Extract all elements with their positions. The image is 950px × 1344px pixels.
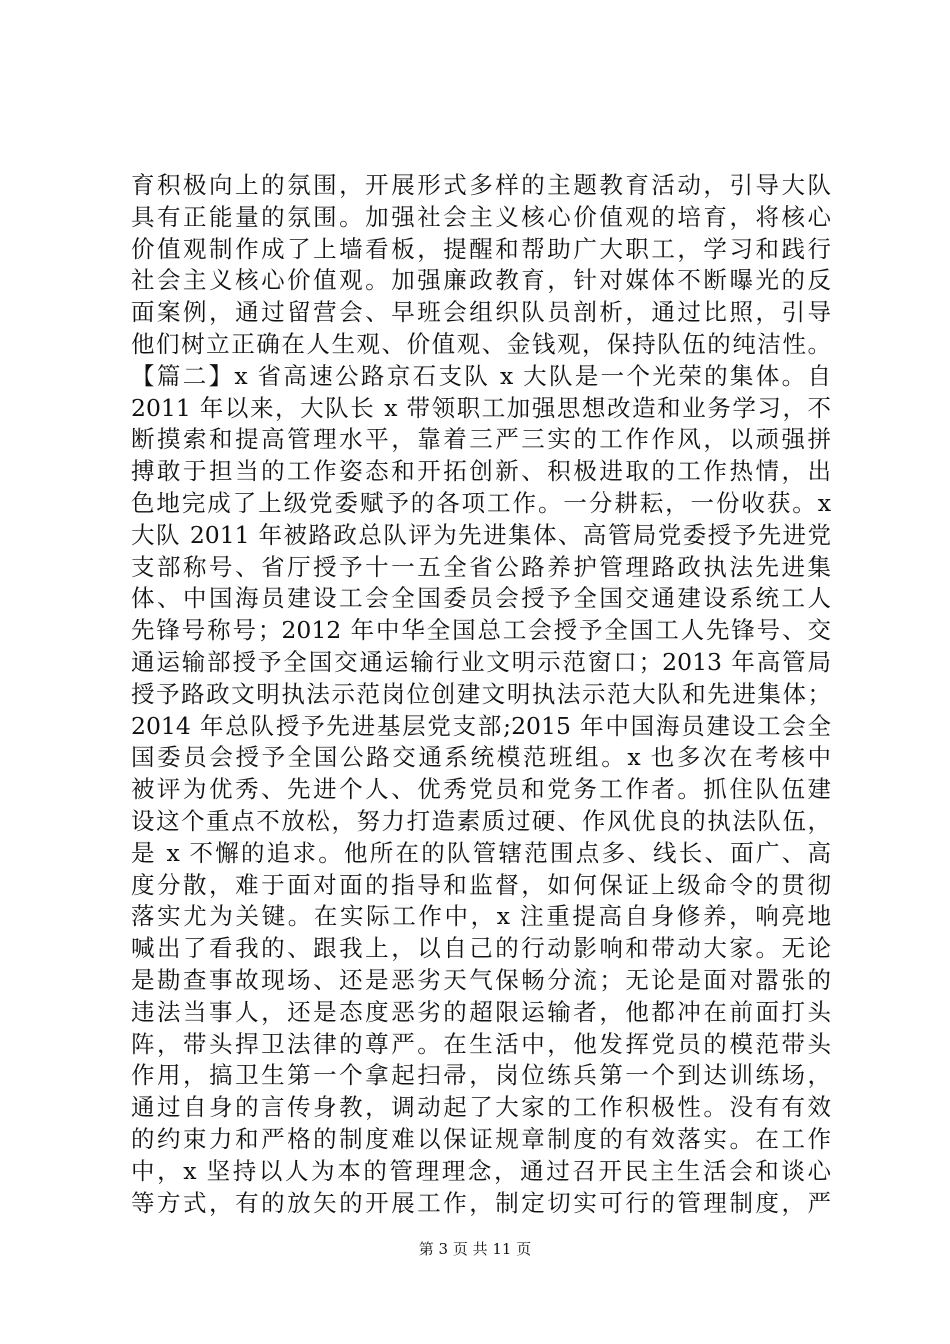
text-line: 被评为优秀、先进个人、优秀党员和党务工作者。抓住队伍建 (131, 775, 831, 804)
text-line: 度分散，难于面对面的指导和监督，如何保证上级命令的贯彻 (131, 870, 831, 899)
text-line: 大队 2011 年被路政总队评为先进集体、高管局党委授予先进党 (131, 520, 831, 549)
text-line: 授予路政文明执法示范岗位创建文明执法示范大队和先进集体； (131, 679, 831, 708)
text-line: 支部称号、省厅授予十一五全省公路养护管理路政执法先进集 (131, 552, 831, 581)
text-line: 通过自身的言传身教，调动起了大家的工作积极性。没有有效 (131, 1093, 831, 1122)
text-line: 他们树立正确在人生观、价值观、金钱观，保持队伍的纯洁性。 (131, 329, 831, 358)
text-line: 中，x 坚持以人为本的管理理念，通过召开民主生活会和谈心 (131, 1156, 831, 1185)
text-line: 具有正能量的氛围。加强社会主义核心价值观的培育，将核心 (131, 202, 831, 231)
text-line: 作用，搞卫生第一个拿起扫帚，岗位练兵第一个到达训练场， (131, 1061, 831, 1090)
text-line: 的约束力和严格的制度难以保证规章制度的有效落实。在工作 (131, 1124, 831, 1153)
text-line: 先锋号称号；2012 年中华全国总工会授予全国工人先锋号、交 (131, 616, 831, 645)
text-line: 体、中国海员建设工会全国委员会授予全国交通建设系统工人 (131, 584, 831, 613)
text-line: 落实尤为关键。在实际工作中，x 注重提高自身修养，响亮地 (131, 902, 831, 931)
text-line: 色地完成了上级党委赋予的各项工作。一分耕耘，一份收获。x (131, 488, 831, 517)
text-line: 等方式，有的放矢的开展工作，制定切实可行的管理制度，严 (131, 1188, 831, 1217)
text-line: 通运输部授予全国交通运输行业文明示范窗口；2013 年高管局 (131, 647, 831, 676)
text-line: 2011 年以来，大队长 x 带领职工加强思想改造和业务学习，不 (131, 393, 831, 422)
text-line: 违法当事人，还是态度恶劣的超限运输者，他都冲在前面打头 (131, 997, 831, 1026)
text-line: 喊出了看我的、跟我上，以自己的行动影响和带动大家。无论 (131, 934, 831, 963)
text-line: 2014 年总队授予先进基层党支部;2015 年中国海员建设工会全 (131, 711, 831, 740)
text-line: 断摸索和提高管理水平，靠着三严三实的工作作风，以顽强拼 (131, 425, 831, 454)
text-line: 搏敢于担当的工作姿态和开拓创新、积极进取的工作热情，出 (131, 457, 831, 486)
body-text (131, 170, 831, 1219)
page-footer: 第 3 页 共 11 页 (418, 1240, 532, 1258)
text-line: 价值观制作成了上墙看板，提醒和帮助广大职工，学习和践行 (131, 234, 831, 263)
text-line: 育积极向上的氛围，开展形式多样的主题教育活动，引导大队 (131, 171, 831, 199)
text-line: 阵，带头捍卫法律的尊严。在生活中，他发挥党员的模范带头 (131, 1029, 831, 1058)
text-line: 设这个重点不放松，努力打造素质过硬、作风优良的执法队伍， (131, 806, 831, 835)
text-line: 国委员会授予全国公路交通系统模范班组。x 也多次在考核中 (131, 743, 831, 772)
text-line: 【篇二】x 省高速公路京石支队 x 大队是一个光荣的集体。自 (131, 361, 831, 390)
text-line: 社会主义核心价值观。加强廉政教育，针对媒体不断曝光的反 (131, 266, 831, 295)
text-line: 是勘查事故现场、还是恶劣天气保畅分流；无论是面对嚣张的 (131, 965, 831, 994)
text-line: 面案例，通过留营会、早班会组织队员剖析，通过比照，引导 (131, 298, 831, 327)
text-line: 是 x 不懈的追求。他所在的队管辖范围点多、线长、面广、高 (131, 838, 831, 867)
